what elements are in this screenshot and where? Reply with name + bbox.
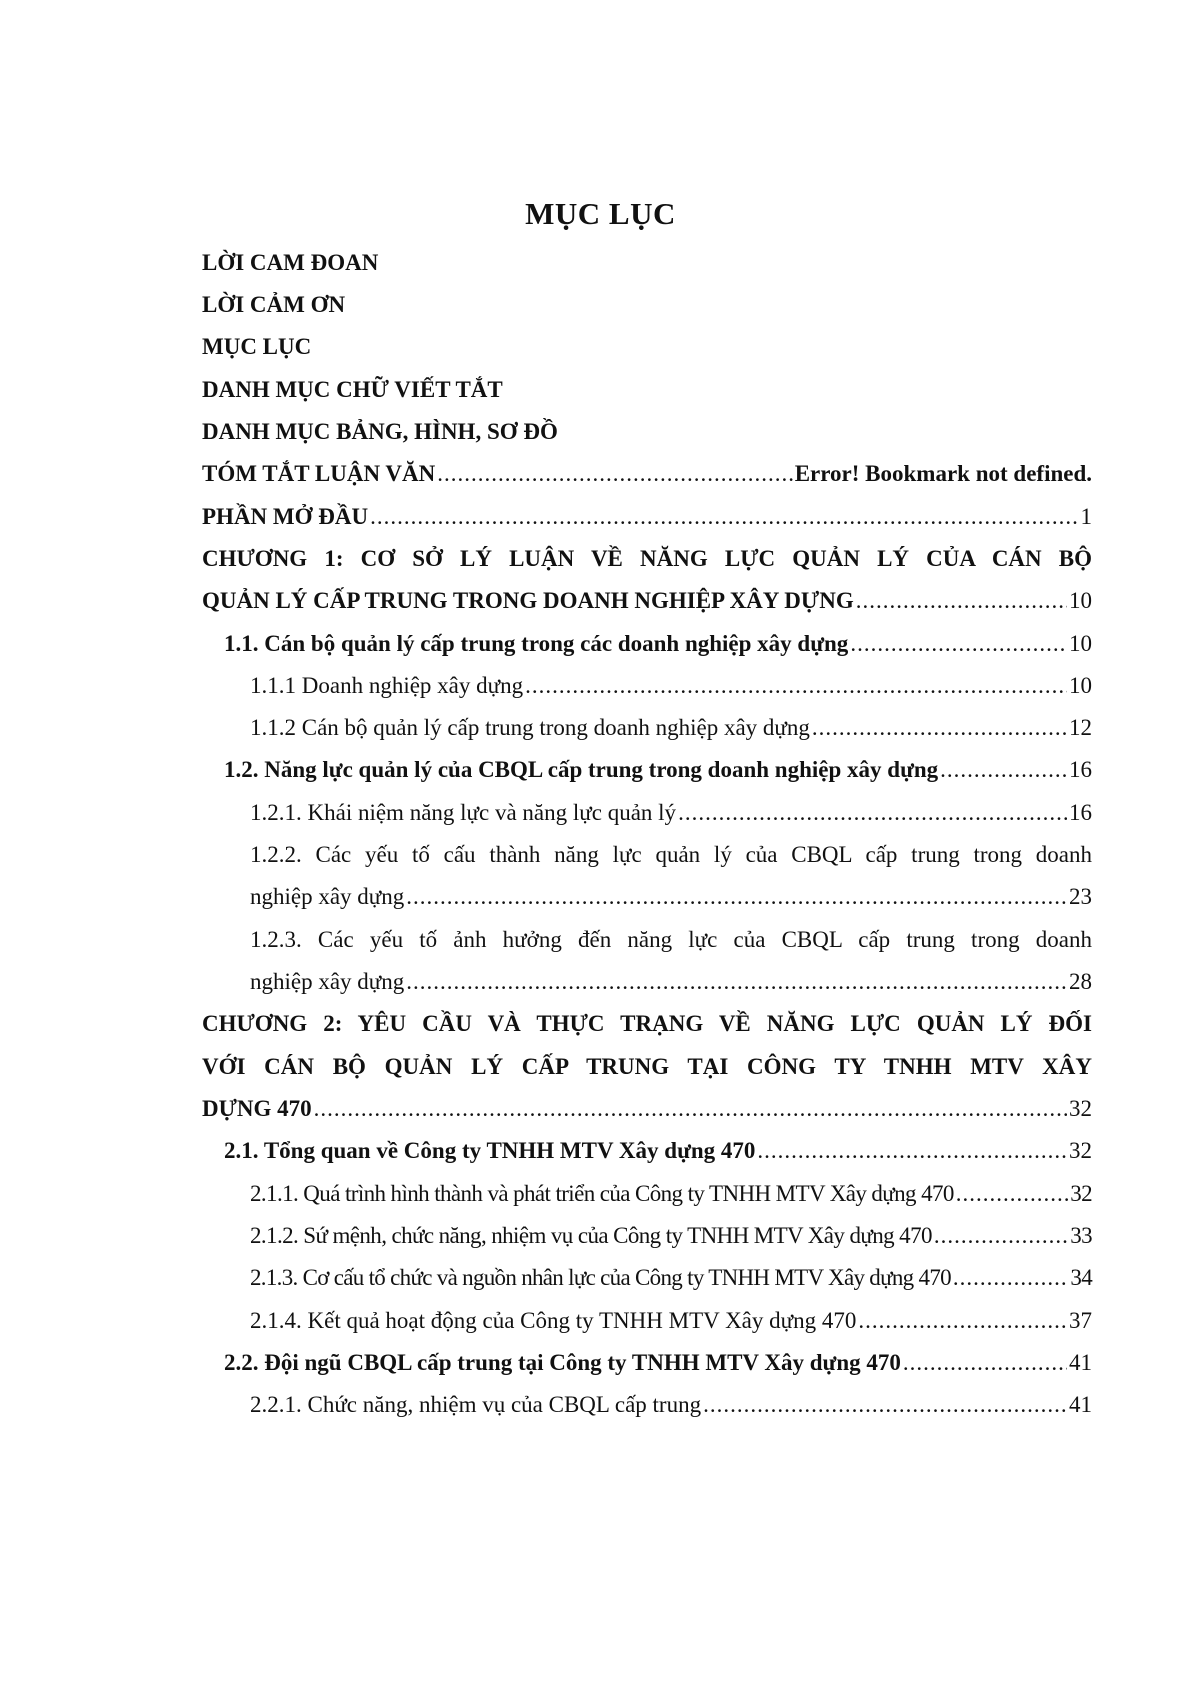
leader-dots <box>903 1348 1067 1378</box>
leader-dots <box>406 967 1067 997</box>
page-number: 37 <box>1069 1308 1092 1333</box>
toc-entry-abbreviations <box>202 375 1092 405</box>
toc-entry-text: 2.1.1. Quá trình hình thành và phát triển của Công ty TNHH MTV Xây dựng 470 <box>250 1181 954 1206</box>
toc-entry-text: PHẦN MỞ ĐẦU <box>202 504 369 529</box>
leader-dots <box>858 1306 1067 1336</box>
toc-section-2-1-4 <box>202 1306 1092 1336</box>
toc-section-1-2-3-line-1: 1.2.3. Các yếu tố ảnh hưởng đến năng lực của CBQL cấp trung trong doanh <box>250 927 1092 952</box>
toc-entry-text: DỰNG 470 <box>202 1096 312 1121</box>
leader-dots <box>370 502 1078 532</box>
page-title: MỤC LỤC <box>525 196 676 231</box>
leader-dots <box>940 755 1067 785</box>
toc-chapter-2 <box>202 1094 1092 1124</box>
toc-section-1-2-2-line-1: 1.2.2. Các yếu tố cấu thành năng lực quản lý của CBQL cấp trung trong doanh <box>250 842 1092 867</box>
toc-entry-text: LỜI CẢM ƠN <box>202 292 346 317</box>
leader-dots <box>934 1221 1068 1251</box>
toc-section-2-1 <box>202 1136 1092 1166</box>
page-number: 23 <box>1069 884 1092 909</box>
page-number: 16 <box>1069 757 1092 782</box>
leader-dots <box>406 882 1067 912</box>
leader-dots <box>525 671 1067 701</box>
toc-entry-text: 2.2. Đội ngũ CBQL cấp trung tại Công ty TNHH MTV Xây dựng 470 <box>224 1350 901 1375</box>
page-number: 33 <box>1070 1223 1092 1248</box>
leader-dots <box>956 1179 1068 1209</box>
toc-entry-loi-cam-doan <box>202 248 1092 278</box>
page-number: 10 <box>1069 673 1092 698</box>
leader-dots <box>812 713 1067 743</box>
toc-entry-text: LỜI CAM ĐOAN <box>202 250 379 275</box>
toc-entry-text: 1.2. Năng lực quản lý của CBQL cấp trung trong doanh nghiệp xây dựng <box>224 757 939 782</box>
toc-entry-text: 2.1.3. Cơ cấu tổ chức và nguồn nhân lực của Công ty TNHH MTV Xây dựng 470 <box>250 1265 951 1290</box>
toc-section-2-2 <box>202 1348 1092 1378</box>
page-number: 41 <box>1069 1392 1092 1417</box>
page-number: 32 <box>1070 1181 1092 1206</box>
toc-section-1-1-1 <box>202 671 1092 701</box>
page-number: 12 <box>1069 715 1092 740</box>
toc-entry-text: TÓM TẮT LUẬN VĂN <box>202 461 436 486</box>
toc-entry-loi-cam-on <box>202 290 1092 320</box>
toc-section-2-1-3 <box>202 1263 1092 1293</box>
toc-chapter-1-line-1: CHƯƠNG 1: CƠ SỞ LÝ LUẬN VỀ NĂNG LỰC QUẢN LÝ CỦA CÁN BỘ <box>202 546 1092 571</box>
leader-dots <box>437 459 792 489</box>
leader-dots <box>703 1390 1067 1420</box>
toc-section-1-2-3 <box>202 967 1092 997</box>
toc-chapter-1 <box>202 586 1092 616</box>
toc-entry-text: DANH MỤC BẢNG, HÌNH, SƠ ĐỒ <box>202 419 558 444</box>
leader-dots <box>856 586 1067 616</box>
toc-chapter-2-line-1: CHƯƠNG 2: YÊU CẦU VÀ THỰC TRẠNG VỀ NĂNG LỰC QUẢN LÝ ĐỐI <box>202 1011 1092 1036</box>
toc-section-1-2-2 <box>202 882 1092 912</box>
toc-entry-text: 2.1. Tổng quan về Công ty TNHH MTV Xây dựng 470 <box>224 1138 756 1163</box>
toc-entry-text: 1.1. Cán bộ quản lý cấp trung trong các doanh nghiệp xây dựng <box>224 631 849 656</box>
toc-section-1-2-1 <box>202 798 1092 828</box>
toc-section-2-1-2 <box>202 1221 1092 1251</box>
page-number: 16 <box>1069 800 1092 825</box>
leader-dots <box>850 629 1067 659</box>
toc-entry-intro <box>202 502 1092 532</box>
toc-entry-text: MỤC LỤC <box>202 334 312 359</box>
toc-section-1-1 <box>202 629 1092 659</box>
leader-dots <box>678 798 1067 828</box>
leader-dots <box>953 1263 1068 1293</box>
page-number: 41 <box>1069 1350 1092 1375</box>
toc-section-2-2-1 <box>202 1390 1092 1420</box>
leader-dots <box>757 1136 1067 1166</box>
toc-section-1-2 <box>202 755 1092 785</box>
toc-entry-text: nghiệp xây dựng <box>250 884 405 909</box>
toc-chapter-2-line-2: VỚI CÁN BỘ QUẢN LÝ CẤP TRUNG TẠI CÔNG TY TNHH MTV XÂY <box>202 1054 1092 1079</box>
toc-entry-text: QUẢN LÝ CẤP TRUNG TRONG DOANH NGHIỆP XÂY DỰNG <box>202 588 854 613</box>
toc-entry-tables-figures <box>202 417 1092 447</box>
page-number: 32 <box>1069 1096 1092 1121</box>
page-number: 32 <box>1069 1138 1092 1163</box>
page-number: Error! Bookmark not defined. <box>794 461 1092 486</box>
toc-entry-text: 2.2.1. Chức năng, nhiệm vụ của CBQL cấp trung <box>250 1392 702 1417</box>
toc-entry-muc-luc <box>202 332 1092 362</box>
page-number: 10 <box>1069 588 1092 613</box>
toc-entry-text: 2.1.4. Kết quả hoạt động của Công ty TNHH MTV Xây dựng 470 <box>250 1308 857 1333</box>
toc-entry-text: DANH MỤC CHỮ VIẾT TẮT <box>202 377 503 402</box>
page-number: 34 <box>1070 1265 1092 1290</box>
toc-entry-text: 1.2.1. Khái niệm năng lực và năng lực quản lý <box>250 800 677 825</box>
toc-entry-text: nghiệp xây dựng <box>250 969 405 994</box>
toc-entry-text: 1.1.2 Cán bộ quản lý cấp trung trong doanh nghiệp xây dựng <box>250 715 810 740</box>
page-number: 1 <box>1080 504 1092 529</box>
page-number: 28 <box>1069 969 1092 994</box>
toc-section-1-1-2 <box>202 713 1092 743</box>
toc-section-2-1-1 <box>202 1179 1092 1209</box>
toc-entry-summary <box>202 459 1092 489</box>
toc-entry-text: 1.1.1 Doanh nghiệp xây dựng <box>250 673 524 698</box>
page-number: 10 <box>1069 631 1092 656</box>
toc-entry-text: 2.1.2. Sứ mệnh, chức năng, nhiệm vụ của Công ty TNHH MTV Xây dựng 470 <box>250 1223 932 1248</box>
leader-dots <box>314 1094 1067 1124</box>
